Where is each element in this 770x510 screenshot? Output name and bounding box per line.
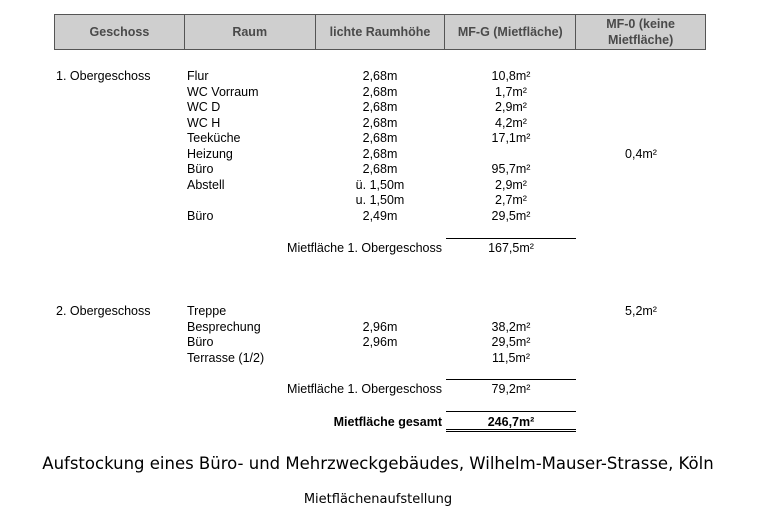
table-row bbox=[0, 147, 770, 162]
table-row bbox=[0, 335, 770, 350]
room-height: 2,68m bbox=[362, 84, 398, 99]
total-value: 246,7m² bbox=[487, 415, 535, 429]
table-row bbox=[0, 69, 770, 84]
room-mf-g: 2,7m² bbox=[495, 193, 527, 207]
subtotal-rule bbox=[446, 238, 576, 239]
room-height: u. 1,50m bbox=[355, 193, 405, 207]
header-mf-g: MF-G (Mietfläche) bbox=[445, 15, 576, 49]
room-mf-g: 4,2m² bbox=[495, 115, 527, 130]
room-height: 2,68m bbox=[362, 146, 398, 161]
subtotal-rule bbox=[446, 379, 576, 380]
room-name: WC D bbox=[187, 100, 221, 114]
room-height: 2,68m bbox=[362, 69, 398, 83]
room-mf-g: 1,7m² bbox=[495, 84, 527, 99]
room-name: Büro bbox=[187, 335, 214, 349]
floor-1-subtotal-label: Mietfläche 1. Obergeschoss bbox=[287, 241, 442, 255]
room-mf-g: 29,5m² bbox=[491, 335, 531, 349]
table-row bbox=[0, 209, 770, 224]
room-mf-g: 11,5m² bbox=[492, 350, 530, 365]
total-label: Mietfläche gesamt bbox=[333, 415, 442, 429]
header-geschoss: Geschoss bbox=[55, 15, 185, 49]
floor-2-subtotal-label: Mietfläche 1. Obergeschoss bbox=[287, 382, 442, 396]
room-mf-0: 0,4m² bbox=[625, 146, 657, 161]
room-mf-g: 17,1m² bbox=[491, 131, 531, 145]
room-mf-g: 10,8m² bbox=[491, 69, 531, 83]
table-row bbox=[0, 178, 770, 193]
table-row bbox=[0, 351, 770, 366]
room-name: Teeküche bbox=[187, 131, 241, 145]
total-rule-bottom-2 bbox=[446, 431, 576, 432]
table-row bbox=[0, 304, 770, 319]
room-name: Abstell bbox=[187, 177, 225, 192]
header-mf-0: MF-0 (keine Mietfläche) bbox=[606, 17, 675, 47]
floor-2-subtotal-value: 79,2m² bbox=[491, 382, 531, 396]
room-name: Terrasse (1/2) bbox=[187, 350, 265, 365]
table-row bbox=[0, 131, 770, 146]
room-name: Büro bbox=[187, 208, 214, 223]
room-height: 2,68m bbox=[362, 131, 398, 145]
floor-1-subtotal-value: 167,5m² bbox=[488, 241, 534, 255]
room-name: Treppe bbox=[187, 304, 227, 318]
total-row bbox=[0, 415, 770, 430]
room-mf-0: 5,2m² bbox=[625, 304, 657, 318]
document-subtitle: Mietflächenaufstellung bbox=[303, 492, 453, 507]
table-row bbox=[0, 162, 770, 177]
room-mf-g: 38,2m² bbox=[491, 319, 531, 334]
room-name: Flur bbox=[187, 69, 209, 83]
table-row bbox=[0, 320, 770, 335]
room-name: Büro bbox=[187, 162, 214, 176]
table-row bbox=[0, 116, 770, 131]
room-name: WC H bbox=[187, 115, 221, 130]
room-height: 2,68m bbox=[362, 115, 398, 130]
floor-1-label: 1. Obergeschoss bbox=[56, 69, 151, 83]
total-rule-top bbox=[446, 411, 576, 412]
room-height: 2,68m bbox=[362, 100, 398, 114]
room-name: WC Vorraum bbox=[187, 84, 259, 99]
floor-2-label: 2. Obergeschoss bbox=[56, 304, 151, 318]
room-height: 2,49m bbox=[362, 208, 398, 223]
room-height: 2,96m bbox=[362, 319, 398, 334]
room-name: Heizung bbox=[187, 146, 233, 161]
room-mf-g: 95,7m² bbox=[491, 162, 531, 176]
table-header bbox=[54, 14, 706, 50]
floor-1-subtotal-row bbox=[0, 241, 770, 256]
room-mf-g: 29,5m² bbox=[491, 208, 531, 223]
room-name: Besprechung bbox=[187, 319, 261, 334]
header-raum: Raum bbox=[185, 15, 316, 49]
table-row bbox=[0, 193, 770, 208]
table-row bbox=[0, 100, 770, 115]
document-title: Aufstockung eines Büro- und Mehrzweckgebäudes, Wilhelm-Mauser-Strasse, Köln bbox=[42, 454, 714, 473]
room-mf-g: 2,9m² bbox=[495, 177, 527, 192]
header-raumhoehe: lichte Raumhöhe bbox=[316, 15, 446, 49]
room-height: ü. 1,50m bbox=[355, 177, 405, 192]
floor-2-subtotal-row bbox=[0, 382, 770, 397]
room-mf-g: 2,9m² bbox=[495, 100, 527, 114]
room-height: 2,68m bbox=[362, 162, 398, 176]
total-rule-bottom-1 bbox=[446, 429, 576, 430]
room-height: 2,96m bbox=[362, 335, 398, 349]
table-row bbox=[0, 85, 770, 100]
